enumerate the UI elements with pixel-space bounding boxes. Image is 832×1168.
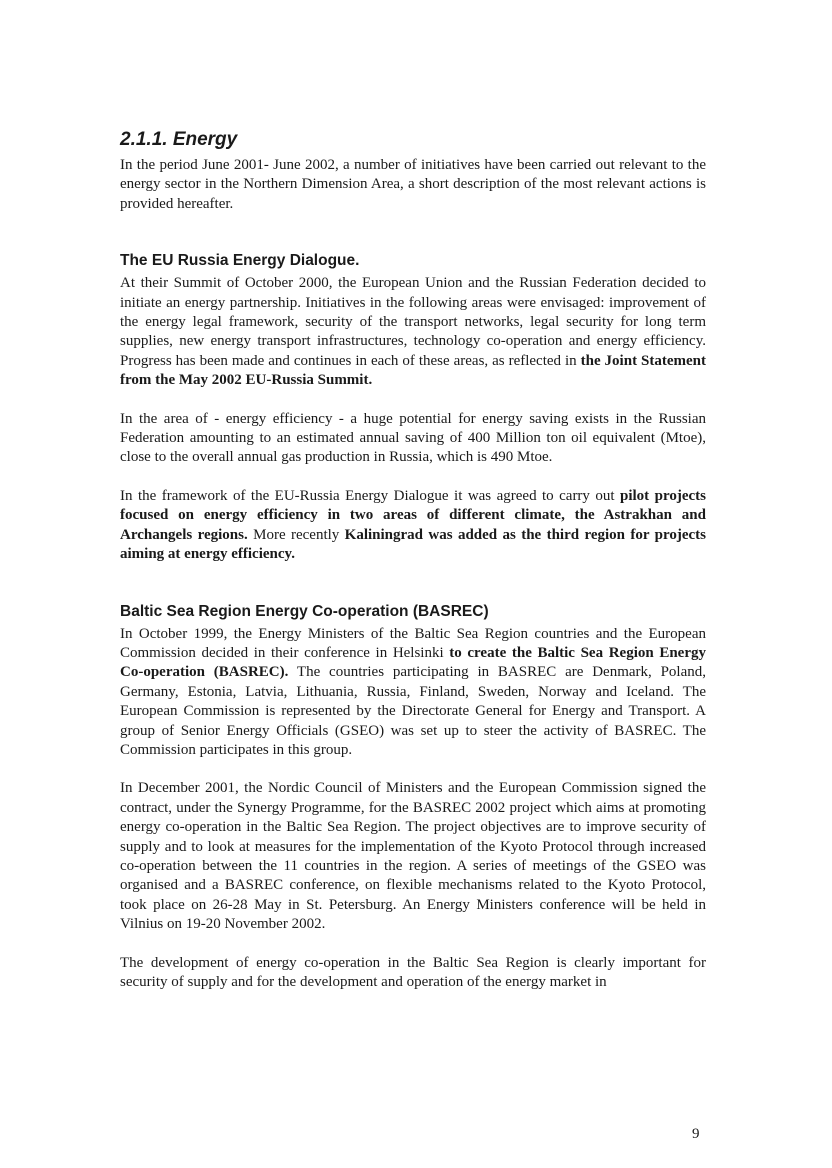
basrec-p1-bold: to create the Baltic Sea Region Energy Co-operation (BASREC). (120, 644, 706, 681)
page-number: 9 (692, 1126, 700, 1142)
basrec-paragraph-1 (120, 625, 706, 761)
basrec-p1-text-1: In October 1999, the Energy Ministers of the Baltic Sea Region countries and the European Commission decided in their conference in Helsinki (120, 625, 706, 661)
dialogue-p1-bold: the Joint Statement from the May 2002 EU-Russia Summit. (120, 352, 706, 389)
dialogue-heading: The EU Russia Energy Dialogue. (120, 252, 360, 270)
basrec-paragraph-2: In December 2001, the Nordic Council of Ministers and the European Commission signed the contract, under the Synergy Programme, for the BASREC 2002 project which aims at promoting energy co-operation in the Baltic Sea Region. The project objectives are to improve security of supply and to look at measures for the implementation of the Kyoto Protocol through increased co-operation between the 11 countries in the region. A series of meetings of the GSEO was organised and a BASREC conference, on flexible mechanisms related to the Kyoto Protocol, took place on 26-28 May in St. Petersburg. An Energy Ministers conference will be held in Vilnius on 19-20 November 2002. (120, 780, 706, 933)
dialogue-paragraph-2: In the area of - energy efficiency - a huge potential for energy saving exists in the Russian Federation amounting to an estimated annual saving of 400 Million ton oil equivalent (Mtoe), close to the overall annual gas production in Russia, which is 490 Mtoe. (120, 410, 706, 466)
basrec-heading: Baltic Sea Region Energy Co-operation (BASREC) (120, 602, 489, 620)
dialogue-p3-bold-1: pilot projects focused on energy efficiency in two areas of different climate, the Astrakhan and Archangels regions. (120, 487, 706, 543)
basrec-paragraph-3: The development of energy co-operation in the Baltic Sea Region is clearly important for security of supply and for the development and operation of the energy market in (120, 954, 706, 990)
dialogue-paragraph-3 (120, 487, 706, 565)
intro-paragraph: In the period June 2001- June 2002, a number of initiatives have been carried out relevant to the energy sector in the Northern Dimension Area, a short description of the most relevant actions is provided hereafter. (120, 157, 706, 212)
basrec-p1-text-2: The countries participating in BASREC are Denmark, Poland, Germany, Estonia, Latvia, Lithuania, Russia, Finland, Sweden, Norway and Iceland. The European Commission is represented by the Directorate General for Energy and Transport. A group of Senior Energy Officials (GSEO) was set up to steer the activity of BASREC. The Commission participates in this group. (120, 664, 706, 758)
dialogue-paragraph-1 (120, 274, 706, 390)
dialogue-p3-text-1: In the framework of the EU-Russia Energy Dialogue it was agreed to carry out (120, 487, 620, 504)
dialogue-p1-text: At their Summit of October 2000, the European Union and the Russian Federation decided to initiate an energy partnership. Initiatives in the following areas were envisaged: improvement of the energy legal framework, security of the transport networks, legal security for long term supplies, new energy transport infrastructures, technology co-operation and energy efficiency. Progress has been made and continues in each of these areas, as reflected in (120, 275, 706, 369)
document-page (120, 128, 706, 992)
dialogue-p3-bold-2: Kaliningrad was added as the third region for projects aiming at energy efficiency. (120, 526, 707, 563)
section-title: 2.1.1. Energy (120, 129, 238, 150)
dialogue-p3-text-2: More recently (247, 526, 345, 543)
